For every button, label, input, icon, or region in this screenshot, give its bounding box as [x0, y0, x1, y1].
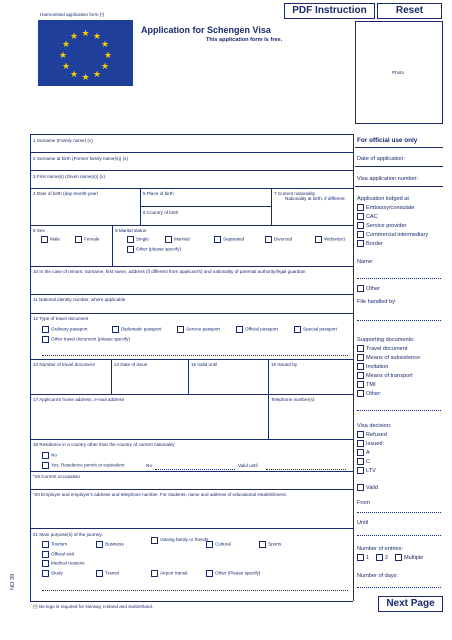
p-tourism-option[interactable]: Tourism [42, 541, 67, 548]
a-option[interactable]: A [357, 449, 370, 456]
ms-other-option[interactable]: Other (please specify) [127, 246, 181, 253]
transport-option[interactable]: Means of transport [357, 372, 413, 379]
field-9-label: 9 Marital status [115, 228, 147, 233]
valid-option[interactable]: Valid [357, 484, 378, 491]
days-label: Number of days: [357, 573, 399, 579]
widow-checkbox[interactable] [315, 236, 322, 243]
p-sports-option[interactable]: Sports [259, 541, 281, 548]
svg-text:★: ★ [61, 62, 71, 72]
eu-flag [38, 20, 133, 86]
visa-number-label: Visa application number: [357, 176, 419, 182]
visiting-checkbox[interactable] [151, 537, 158, 544]
field-8-label: 8 Sex [33, 228, 45, 233]
res-number-label: No [146, 463, 152, 468]
p-official-option[interactable]: Official visit [42, 551, 74, 558]
reset-button[interactable]: Reset [377, 3, 442, 19]
td-ordinary-option[interactable]: Ordinary passport [42, 326, 88, 333]
transit-checkbox[interactable] [96, 570, 103, 577]
dotted-line [357, 278, 441, 279]
form-title: Application for Schengen Visa [141, 25, 271, 35]
td-diplomatic-option[interactable]: Diplomatic passport [112, 326, 161, 333]
invitation-checkbox[interactable] [357, 363, 364, 370]
single-checkbox[interactable] [127, 236, 134, 243]
td-special-option[interactable]: Special passport [294, 326, 337, 333]
row-line [30, 225, 353, 226]
other-lodged-checkbox[interactable] [357, 285, 364, 292]
svg-text:★: ★ [92, 70, 102, 80]
field-1-label[interactable]: 1 Surname (Family name) (x) [33, 138, 93, 143]
official-checkbox[interactable] [236, 326, 243, 333]
official-visit-checkbox[interactable] [42, 551, 49, 558]
embassy-checkbox[interactable] [357, 204, 364, 211]
refused-option[interactable]: Refused [357, 431, 387, 438]
field-19-label[interactable]: *19 Current occupation [33, 474, 80, 479]
row-line [30, 188, 353, 189]
ms-divorced-option[interactable]: Divorced [265, 236, 292, 243]
married-checkbox[interactable] [165, 236, 172, 243]
until-label: Until [357, 520, 369, 526]
border-option[interactable]: Border [357, 240, 383, 247]
field-3-label[interactable]: 3 First name(s) (Given name(s)) (x) [33, 174, 105, 179]
field-18-label: 18 Residence in a country other than the country of current nationality [33, 442, 175, 447]
p-study-option[interactable]: Study [42, 570, 63, 577]
divider-official [353, 134, 354, 601]
service-option[interactable]: Service provider [357, 222, 406, 229]
row-line [355, 186, 443, 187]
row-line [30, 394, 353, 395]
field-14-label[interactable]: 14 Date of issue [114, 362, 148, 367]
svg-text:★: ★ [81, 29, 90, 39]
ltv-checkbox[interactable] [357, 467, 364, 474]
ms-married-option[interactable]: Married [165, 236, 190, 243]
other-doc2-checkbox[interactable] [357, 390, 364, 397]
a-checkbox[interactable] [357, 449, 364, 456]
entries-2-checkbox[interactable] [376, 554, 383, 561]
col-line [112, 225, 113, 266]
col-line [268, 394, 269, 439]
dotted-line [357, 320, 441, 321]
travel-doc-checkbox[interactable] [357, 345, 364, 352]
left-border [30, 134, 31, 601]
cac-checkbox[interactable] [357, 213, 364, 220]
tmi-option[interactable]: TMI [357, 381, 376, 388]
col-line [111, 359, 112, 394]
study-checkbox[interactable] [42, 570, 49, 577]
commercial-option[interactable]: Commercial intermediary [357, 231, 428, 238]
td-other-option[interactable]: Other travel document (please specify) [42, 336, 130, 343]
photo-box[interactable] [355, 21, 443, 124]
svg-text:★: ★ [100, 62, 110, 72]
supporting-label: Supporting documents: [357, 337, 415, 343]
row-line [30, 489, 353, 490]
date-application-label: Date of application: [357, 156, 405, 162]
row-line [30, 152, 353, 153]
res-yes-option[interactable]: Yes. Residence permit or equivalent [42, 462, 124, 469]
field-10-label[interactable]: 10 In the case of minors: Surname, first name, address (if different from applicant's) and nationality of parental authority/legal guardian [33, 269, 306, 274]
field-4-label[interactable]: 4 Date of birth (day-month-year) [33, 191, 99, 196]
embassy-option[interactable]: Embassy/consulate [357, 204, 415, 211]
p-cultural-option[interactable]: Cultural [206, 541, 231, 548]
other-purpose-checkbox[interactable] [206, 570, 213, 577]
border-checkbox[interactable] [357, 240, 364, 247]
from-label: From [357, 500, 371, 506]
p-transit-option[interactable]: Transit [96, 570, 119, 577]
p-business-option[interactable]: Business [96, 541, 124, 548]
issued-option[interactable]: Issued: [357, 440, 384, 447]
invitation-option[interactable]: Invitation [357, 363, 388, 370]
row-line [30, 134, 353, 135]
col-line [188, 359, 189, 394]
dotted-line [357, 512, 441, 513]
entries-1-checkbox[interactable] [357, 554, 364, 561]
field-6-label[interactable]: 6 Country of birth [143, 210, 179, 215]
refused-checkbox[interactable] [357, 431, 364, 438]
field-5-label[interactable]: 5 Place of birth [143, 191, 174, 196]
dotted-line[interactable] [155, 469, 235, 470]
row-line [30, 266, 353, 267]
ms-separated-option[interactable]: Separated [214, 236, 244, 243]
row-line [355, 166, 443, 167]
dotted-line [357, 535, 441, 536]
ms-widow-option[interactable]: Widow(er) [315, 236, 345, 243]
c-checkbox[interactable] [357, 458, 364, 465]
p-visiting-option[interactable]: Visiting family or friends [151, 537, 210, 544]
commercial-checkbox[interactable] [357, 231, 364, 238]
row-line [30, 471, 353, 472]
business-checkbox[interactable] [96, 541, 103, 548]
service-checkbox[interactable] [177, 326, 184, 333]
field-2-label[interactable]: 2 Surname at birth (Former family name(s)) (x) [33, 156, 128, 161]
tmi-checkbox[interactable] [357, 381, 364, 388]
eu-stars-icon [38, 20, 133, 86]
svg-text:★: ★ [58, 51, 68, 61]
cultural-checkbox[interactable] [206, 541, 213, 548]
svg-text:★: ★ [69, 70, 79, 80]
dotted-line[interactable] [266, 469, 346, 470]
ltv-option[interactable]: LTV [357, 467, 376, 474]
td-official-option[interactable]: Official passport [236, 326, 278, 333]
pdf-instruction-button[interactable]: PDF Instruction [284, 3, 375, 19]
issued-checkbox[interactable] [357, 440, 364, 447]
row-line [30, 439, 353, 440]
tourism-checkbox[interactable] [42, 541, 49, 548]
p-medical-option[interactable]: Medical reasons [42, 560, 84, 567]
c-option[interactable]: C [357, 458, 370, 465]
svg-text:★: ★ [103, 51, 113, 61]
res-yes-checkbox[interactable] [42, 462, 49, 469]
other-doc-checkbox[interactable] [42, 336, 49, 343]
field-17b-label[interactable]: Telephone number(s) [271, 397, 315, 402]
subsistence-option[interactable]: Means of subsistence [357, 354, 420, 361]
travel-doc-option[interactable]: Travel document [357, 345, 407, 352]
footnote: (¹) No logo is required for Norway, Iceland and Switzerland. [33, 604, 154, 609]
handled-label: File handled by: [357, 299, 397, 305]
res-no-option[interactable]: No [42, 452, 57, 459]
field-7-label[interactable]: 7 Current nationality [274, 191, 316, 196]
dotted-line [42, 355, 348, 356]
dotted-line [42, 590, 348, 591]
valid-checkbox[interactable] [357, 484, 364, 491]
other-option[interactable]: Other [357, 285, 380, 292]
female-checkbox[interactable] [75, 236, 82, 243]
p-other-option[interactable]: Other (Please specify) [206, 570, 260, 577]
sex-female-option[interactable]: Female [75, 236, 99, 243]
form-subtitle: This application form is free. [206, 37, 283, 43]
entries-1-option[interactable]: 1 [357, 554, 369, 561]
svg-text:★: ★ [100, 40, 110, 50]
row-line [30, 170, 353, 171]
name-label: Name: [357, 259, 374, 265]
field-21-label: 21 Main purpose(s) of the journey: [33, 532, 103, 537]
entries-label: Number of entries: [357, 546, 404, 552]
field-20-label[interactable]: *20 Employer and employer's address and telephone number. For students, name and address of educational establishment. [33, 492, 287, 497]
transport-checkbox[interactable] [357, 372, 364, 379]
subsistence-checkbox[interactable] [357, 354, 364, 361]
field-17-label[interactable]: 17 Applicant's home address, e-mail address [33, 397, 125, 402]
row-line [30, 601, 353, 602]
row-line [30, 294, 353, 295]
ms-single-option[interactable]: Single [127, 236, 149, 243]
row-line [30, 359, 353, 360]
lodged-label: Application lodged at [357, 196, 409, 202]
official-title: For official use only [357, 137, 418, 144]
divorced-checkbox[interactable] [265, 236, 272, 243]
decision-label: Visa decision: [357, 423, 392, 429]
field-11-label[interactable]: 11 National identity number, where applicable [33, 297, 126, 302]
service-provider-checkbox[interactable] [357, 222, 364, 229]
next-page-button[interactable]: Next Page [378, 596, 443, 612]
res-valid-label: Valid until [238, 463, 258, 468]
photo-label: Photo [392, 70, 405, 75]
col-line [271, 188, 272, 225]
special-checkbox[interactable] [294, 326, 301, 333]
diplomatic-checkbox[interactable] [112, 326, 119, 333]
p-airport-option[interactable]: Airport transit [151, 570, 187, 577]
dotted-line [357, 410, 441, 411]
svg-text:★: ★ [61, 40, 71, 50]
field-7b-label: Nationality at birth, if different: [285, 196, 346, 201]
field-12-label: 12 Type of travel document [33, 316, 89, 321]
other-status-checkbox[interactable] [127, 246, 134, 253]
entries-multiple-checkbox[interactable] [395, 554, 402, 561]
airport-checkbox[interactable] [151, 570, 158, 577]
field-15-label[interactable]: 15 Valid until [191, 362, 217, 367]
row-line [30, 528, 353, 529]
male-checkbox[interactable] [41, 236, 48, 243]
res-no-checkbox[interactable] [42, 452, 49, 459]
field-13-label[interactable]: 13 Number of travel document [33, 362, 95, 367]
sex-male-option[interactable]: Male [41, 236, 60, 243]
ordinary-checkbox[interactable] [42, 326, 49, 333]
row-line [140, 206, 271, 207]
cac-option[interactable]: CAC [357, 213, 378, 220]
svg-text:★: ★ [81, 73, 90, 83]
entries-multiple-option[interactable]: Multiple [395, 554, 423, 561]
svg-text:★: ★ [69, 32, 79, 42]
entries-2-option[interactable]: 2 [376, 554, 388, 561]
harmonised-label: Harmonised application form (¹) [40, 12, 105, 17]
separated-checkbox[interactable] [214, 236, 221, 243]
field-16-label[interactable]: 16 Issued by [271, 362, 298, 367]
other2-option[interactable]: Other: [357, 390, 382, 397]
col-line [268, 359, 269, 394]
side-code: NO 39 [10, 573, 16, 590]
medical-checkbox[interactable] [42, 560, 49, 567]
td-service-option[interactable]: Service passport [177, 326, 220, 333]
sports-checkbox[interactable] [259, 541, 266, 548]
svg-text:★: ★ [92, 32, 102, 42]
row-line [355, 147, 443, 148]
row-line [30, 313, 353, 314]
dotted-line [357, 587, 441, 588]
